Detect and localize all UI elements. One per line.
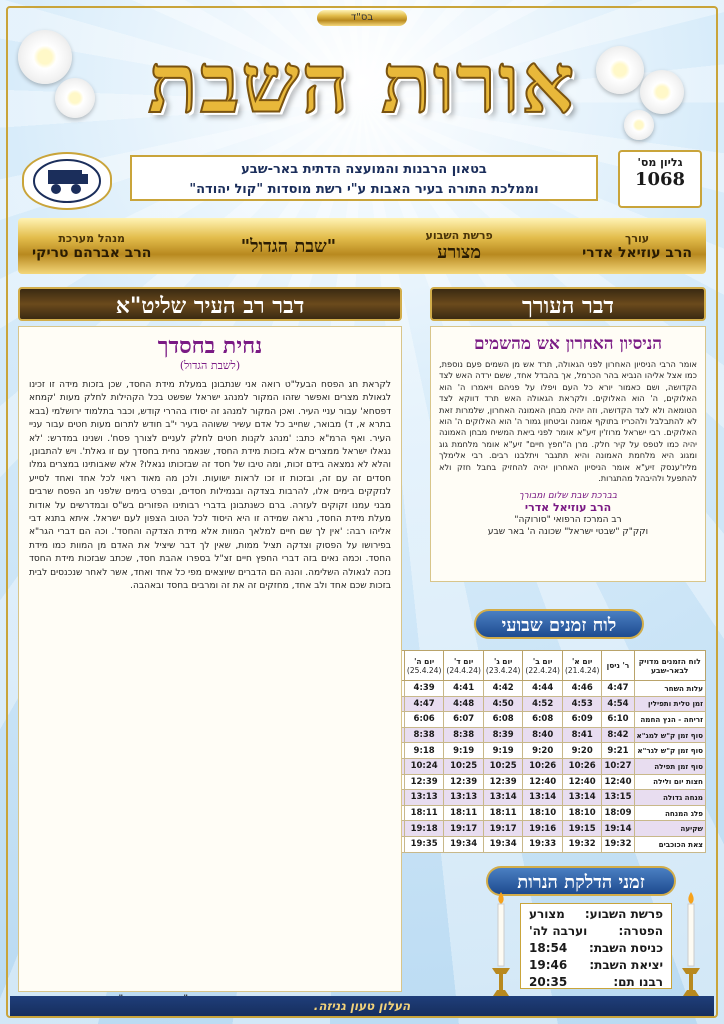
times-row-label: סוף זמן תפילה <box>634 758 705 774</box>
day-name: יום ה' <box>414 656 435 666</box>
times-row-label: חצות יום ולילה <box>634 774 705 790</box>
time-cell: 13:13 <box>444 790 484 806</box>
candle-row-value: 19:46 <box>529 958 568 972</box>
candle-row-value: מצורע <box>529 907 565 921</box>
issue-number: 1068 <box>634 169 686 190</box>
editor-cell <box>582 232 692 261</box>
editor-signature <box>439 490 697 538</box>
time-cell: 4:52 <box>523 696 563 712</box>
time-cell: 4:48 <box>444 696 484 712</box>
footer-bar: העלון טעון גניזה. <box>10 996 714 1016</box>
candle-left <box>488 890 514 1000</box>
top-tag: בס"ד <box>317 10 407 26</box>
time-cell: 6:09 <box>562 712 602 728</box>
time-cell: 19:33 <box>523 836 563 852</box>
parasha-cell <box>426 229 493 263</box>
time-cell: 8:42 <box>602 727 634 743</box>
masthead <box>80 24 644 144</box>
special-shabbat: "שבת הגדול" <box>240 235 337 257</box>
time-cell: 18:09 <box>602 805 634 821</box>
time-cell: 12:40 <box>523 774 563 790</box>
time-cell: 8:39 <box>483 727 523 743</box>
parasha-title: פרשת השבוע <box>425 229 493 242</box>
times-day-header <box>562 651 602 681</box>
day-date: (23.4.24) <box>485 665 521 675</box>
time-cell: 12:40 <box>602 774 634 790</box>
time-cell: 18:11 <box>483 805 523 821</box>
time-cell: 6:07 <box>444 712 484 728</box>
times-row-label: מנחה גדולה <box>634 790 705 806</box>
candle-row <box>521 906 671 923</box>
subtitle-line2: וממלכת התורה בעיר האבות ע"י רשת מוסדות "קול יהודה" <box>189 182 539 197</box>
time-cell: 4:44 <box>523 681 563 697</box>
parasha-name: מצורע <box>437 242 482 263</box>
time-cell: 12:39 <box>444 774 484 790</box>
rabbi-headline: נחית בחסדך <box>157 333 263 359</box>
times-corner-label: לוח הזמנים מדויק לבאר-שבע <box>634 651 705 681</box>
time-cell: 9:21 <box>602 743 634 759</box>
time-cell: 8:38 <box>444 727 484 743</box>
day-name: יום ב' <box>532 656 553 666</box>
time-cell: 10:25 <box>483 758 523 774</box>
time-cell: 13:14 <box>483 790 523 806</box>
candle-row-label: הפטרה: <box>618 924 663 938</box>
candle-row <box>521 940 671 957</box>
candle-times-box <box>520 903 672 989</box>
candle-row-label: פרשת השבוע: <box>584 907 663 921</box>
time-cell: 12:39 <box>483 774 523 790</box>
signature-role2: וקק"ק "שבטי ישראל" שכונה ה' באר שבע <box>487 527 649 538</box>
time-cell: 9:20 <box>562 743 602 759</box>
time-cell: 6:10 <box>602 712 634 728</box>
manager-cell <box>32 232 151 261</box>
issue-label: גליון מס' <box>637 156 683 169</box>
signature-name: הרב עוזיאל אדרי <box>524 501 612 515</box>
time-cell: 19:18 <box>404 821 444 837</box>
editor-column <box>430 326 706 582</box>
times-day-header <box>404 651 444 681</box>
day-name: יום ג' <box>494 656 513 666</box>
time-cell: 8:38 <box>404 727 444 743</box>
manager-title: מנהל מערכת <box>58 231 126 245</box>
times-row-label: עלות השחר <box>634 681 705 697</box>
day-date: (21.4.24) <box>564 665 600 675</box>
day-date: (25.4.24) <box>406 665 442 675</box>
time-cell: 19:34 <box>483 836 523 852</box>
signature-greeting: בברכת שבת שלום ומבורך <box>518 491 618 502</box>
time-cell: 9:19 <box>483 743 523 759</box>
rabbi-body: לקראת חג הפסח הבעל"ט רואה אני שנתבונן במעלת מידת החסד, שכן בזכות מידה זו זכינו לגאולת מצרים ואפשר שזהו המקור למנהג ישראל שפשט בכל הקהילות לחלק מעות 'קמחא דפסחא' עבור עניי העיר. ואכן המקור למנהג זה יסודו בהררי קודש, וכבר בתלמוד ירושלמי (בבא בתרא א, ד) מבואר, שחייב כל אדם עשיר ששוהה בעיר י"ב חודש לתרום מעות חטים עבור עניי העיר. ואף הרמ"א כתב: 'מנהג לקנות חטים לחלק לעניים לצורך פסח'. ושנינו במדרש: 'לא נגאלו ישראל ממצרים אלא בזכות מידת החסד, שנאמר נחית בחסדך עם זו גאלת'. ויש להתבונן, והלא לא נמצאה בידם זכות, ומה טיבו של חסד זה שבזכותו נגאלו? אלא שאבותינו במצרים גמלו חסדים זה עם זה, ובזכות זו זכו לראות ישועות. ולכן מה מאוד ראוי לכל אחד ואחד לסייע לנזקקים בימים אלו, להרבות בצדקה ובגמילות חסדים, ובפרט בימים שלפני חג הפסח שרבים מבני עמנו זקוקים לעזרה. ברם כשנתבונן בדברי רבותינו הפזורים בש"ס ובמדרשים על אודות מעלת מידת החסד, נראה שמידה זו היא היסוד לכל הטוב הצפון לעם ישראל. איתא בתנא דבי אליהו רבה: 'אין לך שם חיים למלאך המוות אלא מידת הצדקה והחסד'. וכה הם דברי הגר"א בפירושו על הפסוק וצדקה תציל ממות, שאין לך דבר שיציל את האדם מן המוות כמו מידת החסד. וכמה נאים בזה דברי החפץ חיים זצ"ל בספרו אהבת חסד, שכתב שבזכות מידת החסד נזכה לגאולה השלימה. והנה הם הדברים שיוצאים מפי כל אחד ואחד, אשר לאחר שנכנסים לבית בזכות שכם אחד ולב אחד, מחזקים זה את זה ומרבים בחסד ובאהבה. <box>29 380 391 592</box>
publisher-logo <box>22 152 112 210</box>
times-day-header <box>444 651 484 681</box>
editor-section-header: דבר העורך <box>430 287 706 321</box>
candle-right <box>678 890 704 1000</box>
subtitle-box <box>130 155 598 201</box>
times-row-label: סוף זמן ק"ש למג"א <box>634 727 705 743</box>
editor-name: הרב עוזיאל אדרי <box>582 244 692 261</box>
time-cell: 4:47 <box>404 696 444 712</box>
weekly-times-header: לוח זמנים שבועי <box>474 609 644 639</box>
day-name: יום ד' <box>453 656 474 666</box>
time-cell: 19:15 <box>562 821 602 837</box>
time-cell: 6:08 <box>483 712 523 728</box>
time-cell: 4:39 <box>404 681 444 697</box>
time-cell: 10:25 <box>444 758 484 774</box>
time-cell: 19:35 <box>404 836 444 852</box>
flower-icon <box>640 70 684 114</box>
candle-row-value: 20:35 <box>529 975 568 989</box>
time-cell: 13:15 <box>602 790 634 806</box>
candle-row-value: וערבה לה' <box>529 924 588 938</box>
time-cell: 8:40 <box>523 727 563 743</box>
time-cell: 4:46 <box>562 681 602 697</box>
masthead-title: אורות השבת <box>147 36 577 132</box>
day-name: יום א' <box>572 656 593 666</box>
day-date: (24.4.24) <box>446 665 481 675</box>
times-day-header <box>483 651 523 681</box>
time-cell: 18:11 <box>404 805 444 821</box>
times-day-header <box>602 651 634 681</box>
time-cell: 19:32 <box>602 836 634 852</box>
special-shabbat-cell <box>241 236 336 257</box>
candle-icon <box>488 890 514 1000</box>
time-cell: 19:14 <box>602 821 634 837</box>
time-cell: 4:54 <box>602 696 634 712</box>
time-cell: 19:17 <box>483 821 523 837</box>
candle-row <box>521 957 671 974</box>
candle-row <box>521 974 671 991</box>
rabbi-section-header: דבר רב העיר שליט"א <box>18 287 402 321</box>
manager-name: הרב אברהם טריקי <box>32 244 152 261</box>
issue-number-box <box>618 150 702 208</box>
day-date: (22.4.24) <box>525 665 560 675</box>
time-cell: 19:17 <box>444 821 484 837</box>
times-day-header <box>523 651 563 681</box>
candle-row <box>521 923 671 940</box>
time-cell: 4:53 <box>562 696 602 712</box>
candle-row-value: 18:54 <box>529 941 568 955</box>
time-cell: 10:26 <box>523 758 563 774</box>
time-cell: 6:08 <box>523 712 563 728</box>
time-cell: 12:39 <box>404 774 444 790</box>
time-cell: 13:13 <box>404 790 444 806</box>
subtitle-line1: בטאון הרבנות והמועצה הדתית באר-שבע <box>241 162 487 177</box>
info-bar <box>18 218 706 274</box>
time-cell: 18:10 <box>523 805 563 821</box>
time-cell: 18:11 <box>444 805 484 821</box>
signature-role1: רב המרכז הרפואי "סורוקה" <box>514 515 622 526</box>
time-cell: 19:16 <box>523 821 563 837</box>
candle-row-label: רבנו תם: <box>613 975 663 989</box>
times-row-label: זריחה - הנץ החמה <box>634 712 705 728</box>
time-cell: 4:41 <box>444 681 484 697</box>
time-cell: 12:40 <box>562 774 602 790</box>
editor-title: עורך <box>625 231 650 245</box>
flower-icon <box>18 30 72 84</box>
editor-body: אומר הרבי הניסיון האחרון לפני הגאולה, תרד אש מן השמים פעם נוספת, כמו אצל אליהו הנביא בהר הכרמל, אך בהבדל אחד, ששם ירדה האש לצד הקדושה, ושם כאמור יורא כל העם ויפלו על פניהם ויאמרו ה' הוא האלוקים, ה' הוא האלוקים. ולקראת הגאולה האש תרד דווקא לצד הטומאה ולא לצד הקדושה, וזה יהיה מבחן האמונה האחרון, שלמרות זאת לא להתבלבל ולהכריז בתוקף אמונה וביטחון גמור ה' הוא האלוקים ה' הוא האלוקים. רבי ישראל מרוז'ין זיע"א אומר לפני ביאת המשיח מבחן האמונה יהיה כמו לטפס על קיר חלק. מרן ה"חפץ חיים" זיע"א אומר מלחמת גוג ומגוג היא מלחמת האמונה והיא תתגבר ויתלבנו רבים. רבי אלימלך מליז'ענסק זיע"א אומר הניסיון האחרון יהיה להחזיק בחבל חזק ולא להתפעל ולהיבהל מהתגרות. <box>439 359 697 484</box>
time-cell: 10:27 <box>602 758 634 774</box>
times-row-label: זמן טלית ותפילין <box>634 696 705 712</box>
rabbi-subheadline: (לשבת הגדול) <box>179 359 241 372</box>
candle-row-label: יציאת השבת: <box>589 958 663 972</box>
candle-lighting-header: זמני הדלקת הנרות <box>486 866 676 896</box>
time-cell: 10:24 <box>404 758 444 774</box>
time-cell: 18:10 <box>562 805 602 821</box>
time-cell: 4:50 <box>483 696 523 712</box>
candle-icon <box>678 890 704 1000</box>
time-cell: 4:47 <box>602 681 634 697</box>
times-row-label: שקיעה <box>634 821 705 837</box>
editor-headline: הניסיון האחרון אש מהשמים <box>473 334 663 354</box>
time-cell: 10:26 <box>562 758 602 774</box>
time-cell: 19:34 <box>444 836 484 852</box>
time-cell: 9:20 <box>523 743 563 759</box>
times-row-label: צאת הכוכבים <box>634 836 705 852</box>
times-row-label: סוף זמן ק"ש לגר"א <box>634 743 705 759</box>
time-cell: 9:18 <box>404 743 444 759</box>
day-name: ר' ניסן <box>606 661 630 670</box>
time-cell: 9:19 <box>444 743 484 759</box>
time-cell: 13:14 <box>523 790 563 806</box>
rabbi-column <box>18 326 402 992</box>
wagon-logo-icon <box>32 158 102 204</box>
time-cell: 8:41 <box>562 727 602 743</box>
candle-row-label: כניסת השבת: <box>589 941 663 955</box>
time-cell: 4:42 <box>483 681 523 697</box>
time-cell: 6:06 <box>404 712 444 728</box>
times-row-label: פלג המנחה <box>634 805 705 821</box>
time-cell: 13:14 <box>562 790 602 806</box>
time-cell: 19:32 <box>562 836 602 852</box>
